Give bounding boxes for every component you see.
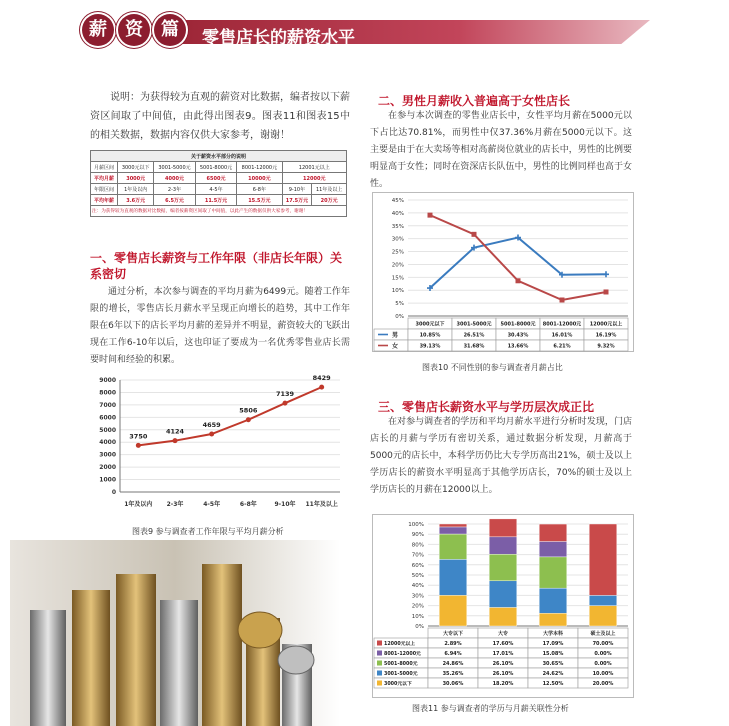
chart10-caption: 图表10 不同性别的参与调查者月薪占比 — [422, 363, 563, 372]
section3-body: 在对参与调查者的学历和平均月薪水平进行分析时发现，门店店长的月薪与学历有密切关系，通过数据分析发现，月薪高于5000元的店长中，本科学历仍比大专学历高出21%，硕士及以上学历店长的薪资水平明显高于其他学历店长，70%的硕士及以上学历店长的月薪在12000以上。 — [370, 417, 632, 495]
x-tick-label: 4-5年 — [203, 501, 221, 508]
table-cell: 6.5万元 — [154, 195, 196, 206]
data-label: 16.19% — [595, 332, 617, 339]
y-tick-label: 70% — [411, 552, 424, 559]
bar-segment — [539, 557, 567, 588]
data-point — [428, 213, 433, 218]
data-label: 0.00% — [594, 651, 612, 657]
table-cell: 1年及以内 — [118, 184, 154, 195]
table-cell: 8001-12000元 — [237, 162, 282, 173]
table-cell: 17.5万元 — [282, 195, 312, 206]
data-label: 26.10% — [492, 671, 514, 677]
data-label: 4659 — [202, 421, 221, 430]
legend-swatch — [377, 651, 382, 656]
data-point — [173, 438, 178, 443]
page-header — [82, 14, 642, 48]
education-salary-chart — [372, 514, 634, 698]
section1-title: 一、零售店长薪资与工作年限（非店长年限）关系密切 — [90, 251, 343, 281]
data-label: 24.86% — [442, 661, 464, 667]
section3-title: 三、零售店长薪资水平与学历层次成正比 — [378, 400, 595, 414]
series-line — [138, 387, 321, 445]
data-label: 35.26% — [442, 671, 464, 677]
y-tick-label: 0% — [395, 314, 404, 320]
x-tick-label: 大专以下 — [442, 631, 464, 637]
page-title: 零售店长的薪资水平 — [202, 28, 355, 48]
data-point — [516, 278, 521, 283]
data-label: 15.08% — [542, 651, 564, 657]
table-cell: 10000元 — [237, 173, 282, 184]
y-tick-label: 100% — [408, 522, 424, 528]
table-cell: 12000元 — [282, 173, 347, 184]
data-point — [319, 385, 324, 390]
x-tick-label: 6-8年 — [239, 501, 257, 508]
bar-segment — [439, 559, 467, 595]
data-label: 3750 — [129, 432, 148, 441]
data-label: 17.01% — [492, 651, 514, 657]
bar-segment — [439, 534, 467, 559]
x-tick-label: 2-3年 — [166, 501, 184, 508]
y-tick-label: 25% — [391, 249, 404, 256]
bar-segment — [539, 613, 567, 626]
legend-label: 3000元以下 — [384, 682, 412, 687]
y-tick-label: 80% — [411, 542, 424, 549]
legend-label: 12000元以上 — [384, 642, 416, 647]
bar-segment — [589, 595, 617, 605]
table-row — [91, 195, 347, 206]
data-point — [604, 289, 609, 294]
data-label: 4124 — [165, 427, 185, 436]
data-label: 6.94% — [444, 651, 462, 657]
data-label: 70.00% — [592, 641, 614, 647]
table-cell: 3000元以下 — [118, 162, 154, 173]
y-tick-label: 50% — [411, 573, 424, 579]
y-tick-label: 7000 — [99, 401, 116, 409]
data-label: 2.89% — [444, 641, 462, 647]
table-row — [91, 184, 347, 195]
y-tick-label: 9000 — [99, 377, 116, 384]
data-label: 20.00% — [592, 681, 614, 687]
bar-segment — [589, 606, 617, 626]
legend-swatch — [377, 641, 382, 646]
y-tick-label: 0 — [111, 489, 116, 496]
table-cell: 5001-8000元 — [195, 162, 237, 173]
y-tick-label: 10% — [411, 613, 424, 620]
bar-segment — [539, 524, 567, 541]
legend-swatch — [377, 681, 382, 686]
data-label: 16.01% — [551, 332, 573, 339]
legend-swatch — [377, 661, 382, 666]
bar-segment — [539, 541, 567, 556]
data-label: 12.50% — [542, 681, 564, 687]
y-tick-label: 20% — [411, 603, 424, 610]
bar-segment — [589, 524, 617, 595]
table-row — [91, 162, 347, 173]
bar-segment — [439, 595, 467, 626]
data-point — [560, 297, 565, 302]
data-label: 30.43% — [507, 332, 529, 339]
x-tick-label: 8001-12000元 — [542, 321, 582, 328]
data-label: 17.60% — [492, 641, 514, 647]
data-point — [209, 432, 214, 437]
data-label: 5806 — [239, 406, 258, 415]
y-tick-label: 10% — [391, 288, 404, 295]
bar-segment — [489, 519, 517, 537]
table-cell: 平均月薪 — [91, 173, 118, 184]
data-label: 17.09% — [542, 641, 564, 647]
x-tick-label: 9-10年 — [274, 501, 296, 508]
y-tick-label: 20% — [391, 262, 404, 269]
table-cell: 6-8年 — [237, 184, 282, 195]
data-label: 10.85% — [419, 332, 441, 339]
data-label: 24.62% — [542, 671, 564, 677]
table-cell: 2-3年 — [154, 184, 196, 195]
table-cell: 平均年薪 — [91, 195, 118, 206]
x-tick-label: 3000元以下 — [415, 321, 445, 328]
table-cell: 4000元 — [154, 173, 196, 184]
data-label: 30.65% — [542, 661, 564, 667]
data-point — [136, 443, 141, 448]
legend-label: 男 — [392, 332, 399, 339]
legend-label: 女 — [392, 343, 399, 350]
x-tick-label: 大专 — [497, 631, 509, 637]
section1-body: 通过分析，本次参与调查的平均月薪为6499元。随着工作年限的增长，零售店长月薪水平呈现正向增长的趋势，其中工作年限在6年以下的店长平均月薪的差异并不明显，薪资较大的飞跃出现在工作6-10年以后，这也印证了要成为一名优秀零售业店长需要时间和经验的积累。 — [90, 287, 350, 365]
y-tick-label: 4000 — [99, 439, 116, 447]
gender-salary-chart — [372, 192, 634, 352]
data-label: 0.00% — [594, 661, 612, 667]
data-label: 26.10% — [492, 661, 514, 667]
y-tick-label: 1000 — [99, 476, 116, 484]
bar-segment — [439, 524, 467, 527]
y-tick-label: 5000 — [99, 426, 116, 434]
coins-photo — [10, 540, 340, 726]
chart9-caption: 图表9 参与调查者工作年限与平均月薪分析 — [132, 527, 284, 536]
table-cell: 15.5万元 — [237, 195, 282, 206]
table-caption: 关于薪资水平部分的说明 — [91, 151, 347, 162]
x-tick-label: 大学本科 — [542, 631, 564, 637]
bar-segment — [489, 537, 517, 554]
section2-body: 在参与本次调查的零售业店长中，女性平均月薪在5000元以下占比达70.81%，而男性中仅37.36%月薪在5000元以下。这主要是由于在大卖场等相对高薪岗位就业的店长中，男性的比例要明显高于女性；同时在资深店长队伍中，男性的比例同样也高于女性。 — [370, 111, 632, 189]
y-tick-label: 60% — [411, 562, 424, 569]
table-cell: 3000元 — [118, 173, 154, 184]
bar-segment — [539, 588, 567, 613]
data-label: 39.13% — [419, 343, 441, 350]
y-tick-label: 45% — [391, 198, 404, 204]
x-tick-label: 1年及以内 — [124, 501, 153, 508]
data-point — [472, 232, 477, 237]
tenure-salary-chart — [90, 372, 346, 520]
data-label: 31.68% — [463, 343, 485, 350]
y-tick-label: 2000 — [99, 464, 116, 472]
x-tick-label: 12000元以上 — [589, 321, 623, 328]
header-char-1: 薪 — [82, 14, 114, 46]
y-tick-label: 40% — [411, 583, 424, 590]
salary-table — [90, 150, 347, 217]
data-label: 13.66% — [507, 343, 529, 350]
table-cell: 20万元 — [312, 195, 347, 206]
intro-note: 说明：为获得较为直观的薪资对比数据，编者按以下薪资区间取了中间值，由此得出图表9。图表11和图表15中的相关数据，数据内容仅供大家参考，谢谢！ — [90, 92, 350, 141]
data-label: 10.00% — [592, 671, 614, 677]
table-cell: 月薪区间 — [91, 162, 118, 173]
data-point — [246, 417, 251, 422]
y-tick-label: 15% — [391, 275, 404, 282]
data-label: 18.20% — [492, 681, 514, 687]
y-tick-label: 40% — [391, 210, 404, 217]
data-label: 6.21% — [553, 343, 571, 350]
data-label: 26.51% — [463, 332, 485, 339]
table-cell: 11.5万元 — [195, 195, 237, 206]
y-tick-label: 35% — [391, 223, 404, 230]
legend-label: 5001-8000元 — [384, 662, 418, 667]
y-tick-label: 6000 — [99, 414, 116, 422]
x-tick-label: 3001-5000元 — [456, 321, 492, 328]
data-label: 7139 — [275, 390, 295, 399]
y-tick-label: 30% — [391, 236, 404, 243]
table-cell: 12001元以上 — [282, 162, 347, 173]
section2-title: 二、男性月薪收入普遍高于女性店长 — [378, 94, 571, 108]
y-tick-label: 90% — [411, 532, 424, 539]
bar-segment — [439, 527, 467, 534]
table-cell: 6500元 — [195, 173, 237, 184]
table-cell: 11年及以上 — [312, 184, 347, 195]
x-tick-label: 硕士及以上 — [590, 631, 616, 637]
table-cell: 年限区间 — [91, 184, 118, 195]
y-tick-label: 30% — [411, 593, 424, 600]
data-point — [283, 401, 288, 406]
bar-segment — [489, 554, 517, 581]
y-tick-label: 5% — [395, 301, 404, 308]
legend-label: 8001-12000元 — [384, 652, 421, 657]
data-label: 9.32% — [597, 343, 615, 350]
table-cell: 3.6万元 — [118, 195, 154, 206]
y-tick-label: 3000 — [99, 451, 116, 459]
y-tick-label: 0% — [415, 624, 424, 630]
table-cell: 3001-5000元 — [154, 162, 196, 173]
table-note: 注：为获得较为直观的数据对比数据，编者按薪资区间取了中间值，以此产生的数据仅供大家参考，谢谢！ — [91, 206, 347, 217]
bar-segment — [489, 581, 517, 608]
bar-segment — [489, 607, 517, 626]
x-tick-label: 5001-8000元 — [500, 321, 536, 328]
table-row — [91, 173, 347, 184]
table-cell: 9-10年 — [282, 184, 312, 195]
header-char-3: 篇 — [154, 14, 186, 46]
data-label: 8429 — [312, 374, 331, 383]
y-tick-label: 8000 — [99, 389, 116, 397]
legend-swatch — [377, 671, 382, 676]
x-tick-label: 11年及以上 — [305, 501, 338, 508]
chart11-caption: 图表11 参与调查者的学历与月薪关联性分析 — [412, 704, 569, 713]
table-cell: 4-5年 — [195, 184, 237, 195]
header-char-2: 资 — [118, 14, 150, 46]
data-label: 30.06% — [442, 681, 464, 687]
legend-label: 3001-5000元 — [384, 672, 418, 677]
